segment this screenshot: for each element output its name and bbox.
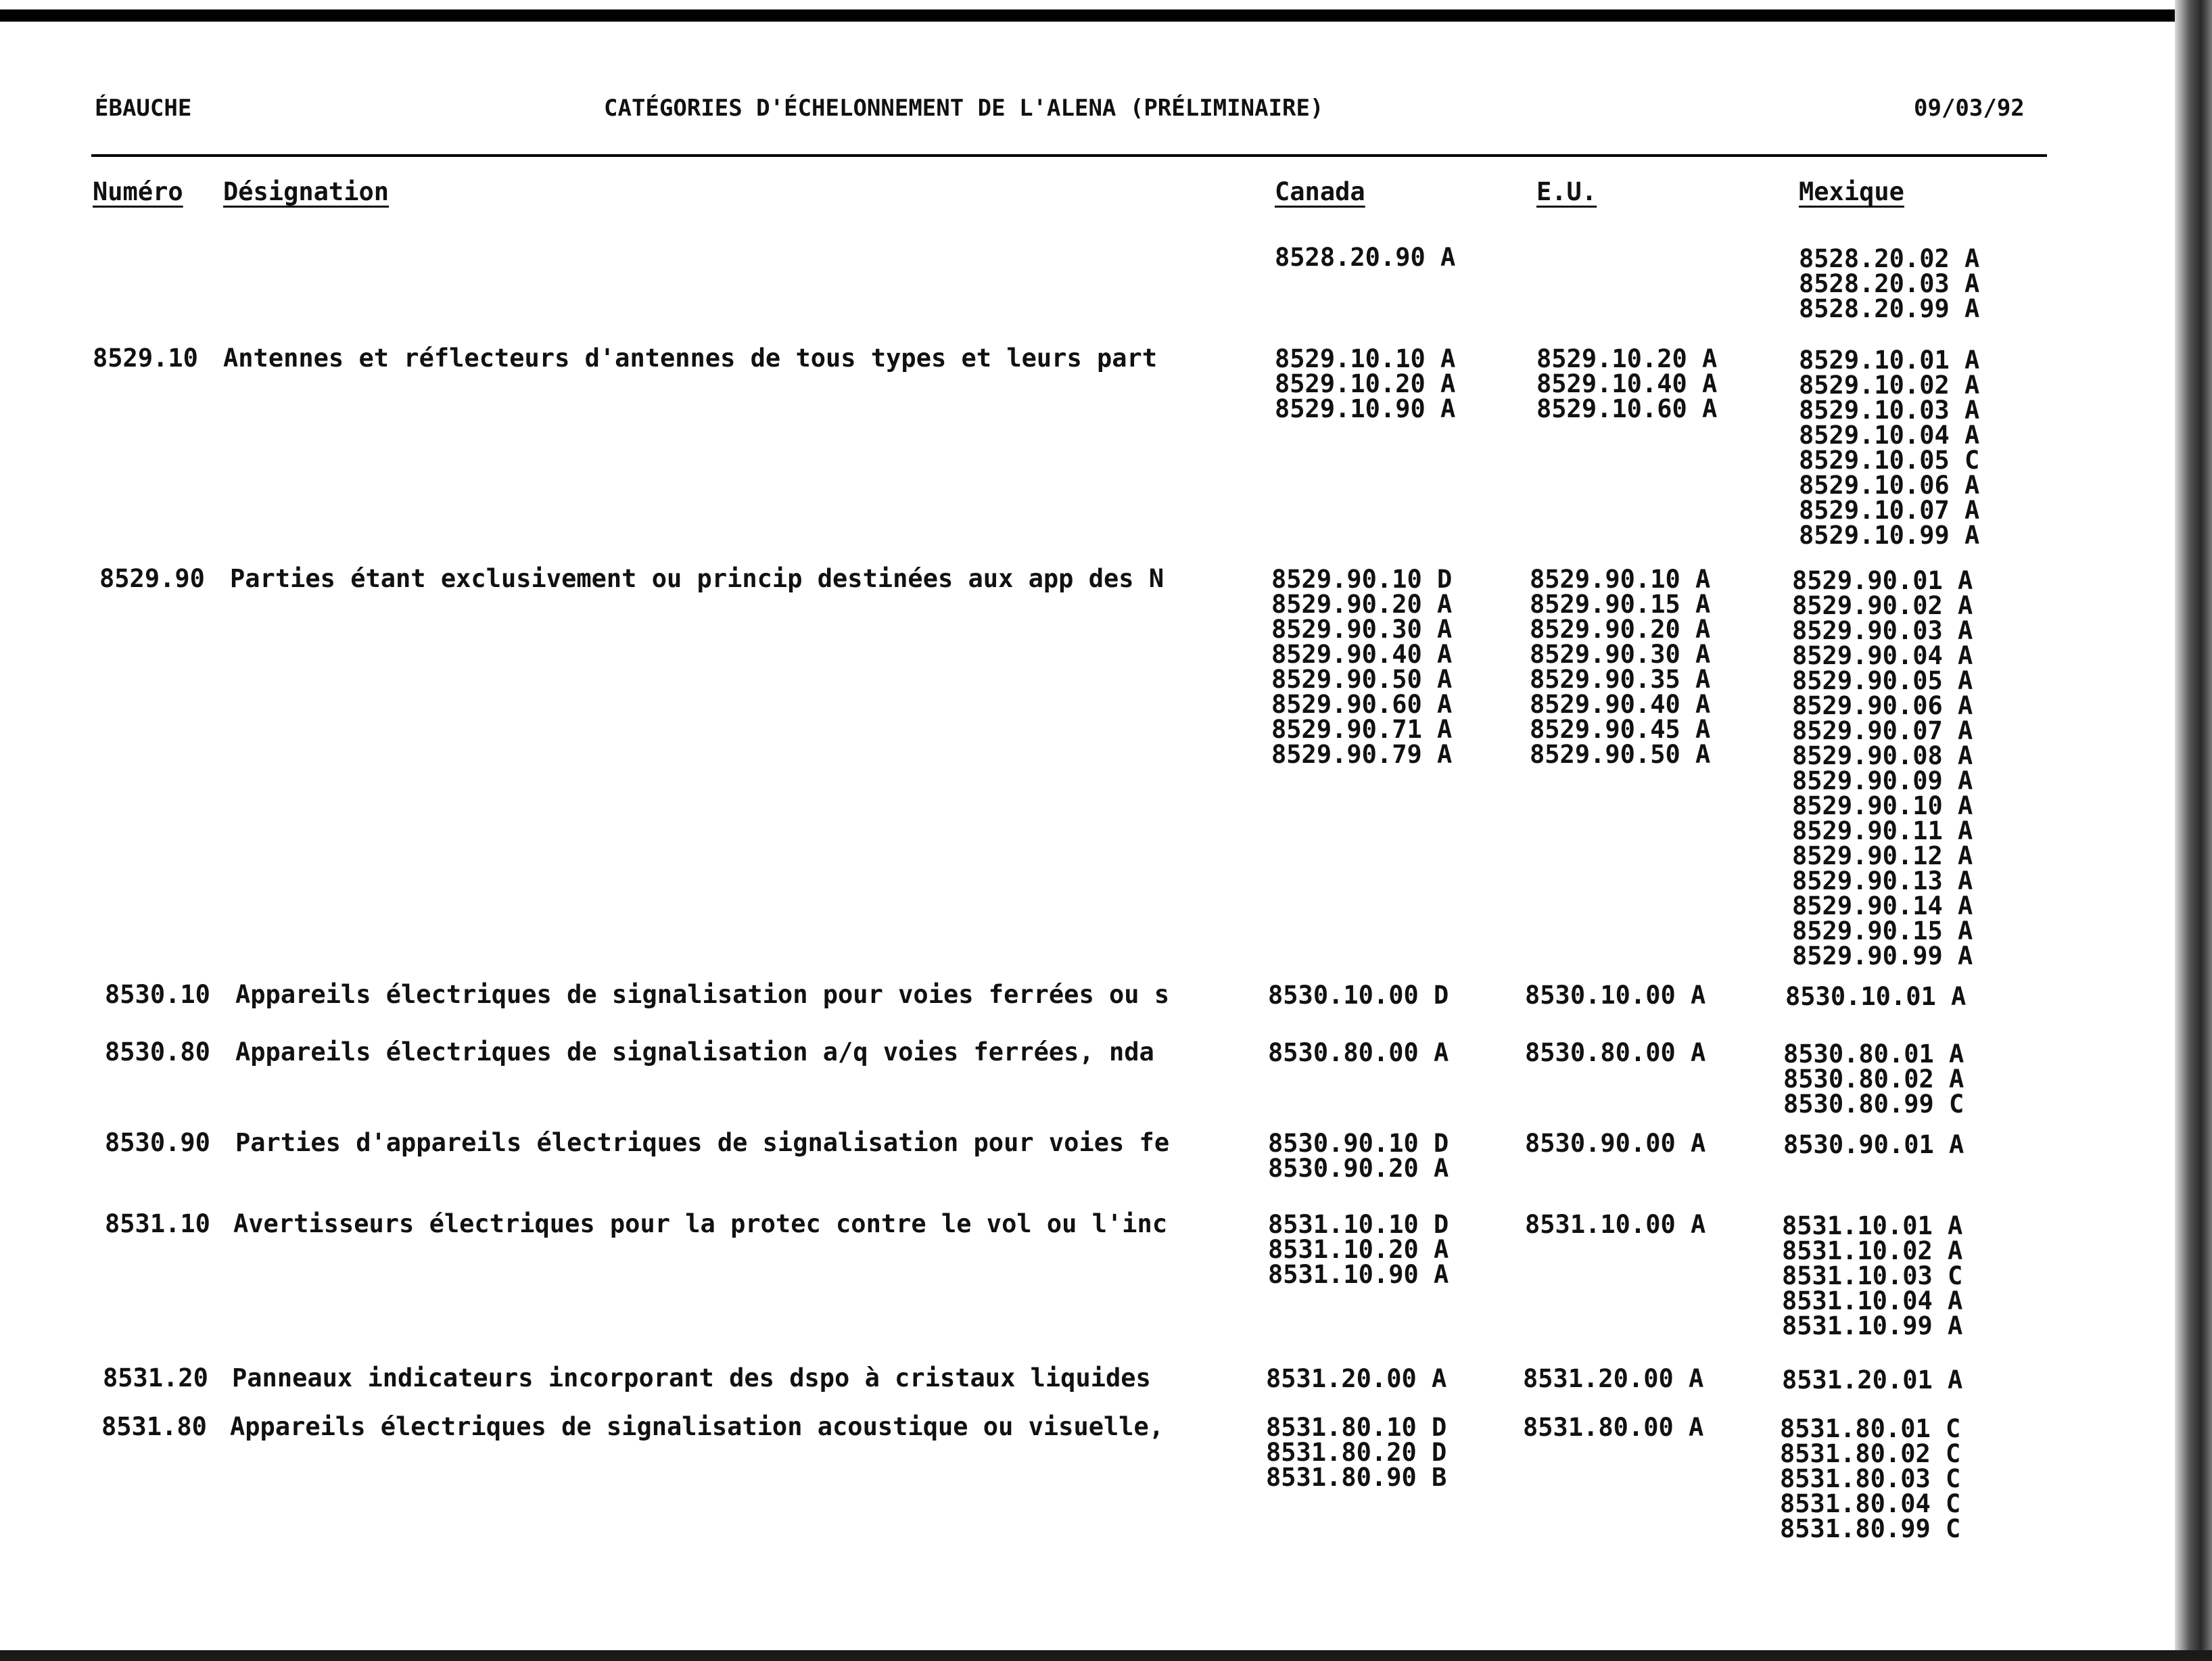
- tariff-code: 8529.90.50 A: [1530, 740, 1711, 769]
- tariff-code: 8530.90.00 A: [1525, 1129, 1706, 1158]
- heading-number: 8529.10: [93, 344, 198, 373]
- tariff-code: 8529.90.04 A: [1792, 641, 1973, 670]
- tariff-code: 8530.10.00 D: [1268, 981, 1449, 1010]
- codes-eu: [1525, 1212, 1705, 1237]
- tariff-code: 8529.90.07 A: [1792, 716, 1973, 745]
- tariff-code: 8529.90.15 A: [1530, 590, 1711, 619]
- tariff-code: 8529.10.99 A: [1799, 521, 1980, 550]
- tariff-code: 8529.10.06 A: [1799, 471, 1980, 500]
- right-scan-edge: [2175, 0, 2212, 1661]
- codes-mexique: [1792, 568, 1973, 968]
- tariff-code: 8529.10.02 A: [1799, 371, 1980, 400]
- tariff-code: 8529.90.99 A: [1792, 941, 1973, 970]
- heading-designation: Parties d'appareils électriques de signalisation pour voies fe: [235, 1128, 1170, 1157]
- tariff-code: 8529.90.05 A: [1792, 666, 1973, 695]
- tariff-code: 8529.90.14 A: [1792, 891, 1973, 920]
- tariff-code: 8529.90.09 A: [1792, 766, 1973, 795]
- tariff-code: 8531.80.99 C: [1780, 1514, 1961, 1543]
- tariff-code: 8529.90.45 A: [1530, 715, 1711, 744]
- tariff-code: 8531.80.04 C: [1780, 1489, 1961, 1518]
- tariff-code: 8530.80.00 A: [1525, 1038, 1706, 1067]
- tariff-code: 8531.10.03 C: [1782, 1261, 1963, 1290]
- heading-designation: Appareils électriques de signalisation pour voies ferrées ou s: [235, 980, 1170, 1009]
- tariff-code: 8529.10.20 A: [1536, 344, 1718, 373]
- heading-number: 8530.90: [105, 1128, 210, 1157]
- tariff-code: 8529.90.12 A: [1792, 841, 1973, 870]
- tariff-code: 8531.80.03 C: [1780, 1464, 1961, 1493]
- tariff-code: 8528.20.99 A: [1799, 294, 1980, 323]
- codes-canada: [1268, 983, 1449, 1008]
- tariff-code: 8529.90.30 A: [1530, 640, 1711, 669]
- codes-canada: [1266, 1415, 1446, 1490]
- tariff-code: 8531.20.00 A: [1523, 1364, 1704, 1393]
- tariff-code: 8530.80.99 C: [1783, 1090, 1964, 1119]
- tariff-code: 8529.90.35 A: [1530, 665, 1711, 694]
- codes-canada: [1268, 1212, 1449, 1287]
- tariff-code: 8531.10.02 A: [1782, 1236, 1963, 1265]
- tariff-code: 8528.20.02 A: [1799, 244, 1980, 273]
- codes-canada: [1268, 1040, 1449, 1065]
- tariff-code: 8531.80.02 C: [1780, 1439, 1961, 1468]
- tariff-code: 8529.90.60 A: [1271, 690, 1453, 719]
- tariff-code: 8529.10.90 A: [1275, 394, 1456, 423]
- codes-eu: [1530, 567, 1710, 767]
- tariff-code: 8529.90.20 A: [1271, 590, 1453, 619]
- tariff-code: 8529.90.11 A: [1792, 816, 1973, 845]
- tariff-code: 8530.10.00 A: [1525, 981, 1706, 1010]
- tariff-code: 8529.90.20 A: [1530, 615, 1711, 644]
- heading-designation: Appareils électriques de signalisation a/q voies ferrées, nda: [235, 1037, 1154, 1067]
- codes-canada: [1268, 1131, 1449, 1181]
- tariff-code: 8531.10.90 A: [1268, 1260, 1449, 1289]
- tariff-code: 8531.80.00 A: [1523, 1413, 1704, 1442]
- tariff-code: 8529.10.03 A: [1799, 396, 1980, 425]
- tariff-code: 8530.80.02 A: [1783, 1065, 1964, 1094]
- codes-canada: [1275, 346, 1455, 421]
- tariff-code: 8531.80.20 D: [1266, 1438, 1447, 1467]
- heading-number: 8530.10: [105, 980, 210, 1009]
- tariff-code: 8530.10.01 A: [1785, 982, 1967, 1011]
- heading-number: 8531.80: [101, 1412, 207, 1441]
- document-title: CATÉGORIES D'ÉCHELONNEMENT DE L'ALENA (PRÉLIMINAIRE): [604, 95, 1324, 122]
- tariff-code: 8531.80.01 C: [1780, 1414, 1961, 1443]
- tariff-code: 8529.90.10 D: [1271, 565, 1453, 594]
- tariff-code: 8529.90.79 A: [1271, 740, 1453, 769]
- column-header-numero: Numéro: [93, 177, 183, 206]
- codes-canada: [1266, 1366, 1446, 1391]
- tariff-code: 8530.90.20 A: [1268, 1154, 1449, 1183]
- heading-designation: Avertisseurs électriques pour la protec contre le vol ou l'inc: [233, 1209, 1168, 1238]
- document-date: 09/03/92: [1914, 95, 2025, 122]
- tariff-code: 8529.10.60 A: [1536, 394, 1718, 423]
- tariff-code: 8529.90.71 A: [1271, 715, 1453, 744]
- tariff-code: 8528.20.90 A: [1275, 243, 1456, 272]
- top-scan-border: [0, 9, 2184, 22]
- heading-number: 8529.90: [99, 564, 205, 593]
- draft-label: ÉBAUCHE: [95, 95, 192, 122]
- heading-number: 8531.20: [103, 1363, 208, 1393]
- tariff-code: 8531.10.01 A: [1782, 1211, 1963, 1240]
- tariff-code: 8529.90.06 A: [1792, 691, 1973, 720]
- codes-mexique: [1780, 1416, 1960, 1541]
- tariff-code: 8529.90.03 A: [1792, 616, 1973, 645]
- tariff-code: 8530.80.01 A: [1783, 1039, 1964, 1069]
- codes-mexique: [1782, 1367, 1962, 1393]
- codes-canada: [1275, 245, 1455, 270]
- codes-mexique: [1782, 1213, 1962, 1338]
- tariff-code: 8531.10.04 A: [1782, 1286, 1963, 1315]
- codes-eu: [1525, 983, 1705, 1008]
- codes-mexique: [1799, 246, 1979, 321]
- column-header-designation: Désignation: [223, 177, 390, 206]
- tariff-code: 8531.20.01 A: [1782, 1365, 1963, 1395]
- column-header-canada: Canada: [1275, 177, 1365, 206]
- tariff-code: 8531.10.20 A: [1268, 1235, 1449, 1264]
- tariff-code: 8529.10.20 A: [1275, 369, 1456, 398]
- codes-mexique: [1799, 348, 1979, 548]
- column-header-mexique: Mexique: [1799, 177, 1904, 206]
- heading-number: 8530.80: [105, 1037, 210, 1067]
- tariff-code: 8531.10.99 A: [1782, 1311, 1963, 1340]
- tariff-code: 8529.90.10 A: [1530, 565, 1711, 594]
- tariff-code: 8529.10.04 A: [1799, 421, 1980, 450]
- tariff-code: 8529.10.40 A: [1536, 369, 1718, 398]
- tariff-code: 8529.90.40 A: [1271, 640, 1453, 669]
- codes-mexique: [1783, 1039, 1964, 1119]
- tariff-code: 8528.20.03 A: [1799, 269, 1980, 298]
- tariff-code: 8529.90.10 A: [1792, 791, 1973, 820]
- heading-designation: Parties étant exclusivement ou princip destinées aux app des N: [230, 564, 1164, 593]
- tariff-code: 8531.80.10 D: [1266, 1413, 1447, 1442]
- tariff-code: 8529.90.02 A: [1792, 591, 1973, 620]
- tariff-code: 8529.90.50 A: [1271, 665, 1453, 694]
- tariff-code: 8529.90.13 A: [1792, 866, 1973, 895]
- codes-eu: [1523, 1415, 1703, 1440]
- codes-eu: [1523, 1366, 1703, 1391]
- header-divider: [91, 154, 2047, 157]
- tariff-code: 8529.90.30 A: [1271, 615, 1453, 644]
- tariff-code: 8529.90.01 A: [1792, 566, 1973, 595]
- codes-canada: [1271, 567, 1452, 767]
- codes-eu: [1525, 1131, 1705, 1156]
- tariff-code: 8529.90.40 A: [1530, 690, 1711, 719]
- heading-designation: Appareils électriques de signalisation acoustique ou visuelle,: [230, 1412, 1164, 1441]
- heading-designation: Antennes et réflecteurs d'antennes de tous types et leurs part: [223, 344, 1158, 373]
- tariff-code: 8530.90.01 A: [1783, 1130, 1964, 1159]
- tariff-code: 8529.10.07 A: [1799, 496, 1980, 525]
- tariff-code: 8529.10.10 A: [1275, 344, 1456, 373]
- codes-mexique: [1785, 984, 1966, 1009]
- tariff-code: 8529.90.15 A: [1792, 916, 1973, 945]
- tariff-code: 8529.10.05 C: [1799, 446, 1980, 475]
- heading-designation: Panneaux indicateurs incorporant des dspo à cristaux liquides: [232, 1363, 1151, 1393]
- tariff-code: 8530.80.00 A: [1268, 1038, 1449, 1067]
- heading-number: 8531.10: [105, 1209, 210, 1238]
- tariff-code: 8531.10.00 A: [1525, 1210, 1706, 1239]
- tariff-code: 8531.20.00 A: [1266, 1364, 1447, 1393]
- tariff-code: 8529.10.01 A: [1799, 346, 1980, 375]
- bottom-scan-edge: [0, 1650, 2212, 1661]
- column-header-eu: E.U.: [1536, 177, 1597, 206]
- codes-mexique: [1783, 1132, 1964, 1157]
- tariff-code: 8529.90.08 A: [1792, 741, 1973, 770]
- tariff-code: 8530.90.10 D: [1268, 1129, 1449, 1158]
- tariff-code: 8531.80.90 B: [1266, 1463, 1447, 1492]
- codes-eu: [1525, 1040, 1705, 1065]
- codes-eu: [1536, 346, 1717, 421]
- tariff-code: 8531.10.10 D: [1268, 1210, 1449, 1239]
